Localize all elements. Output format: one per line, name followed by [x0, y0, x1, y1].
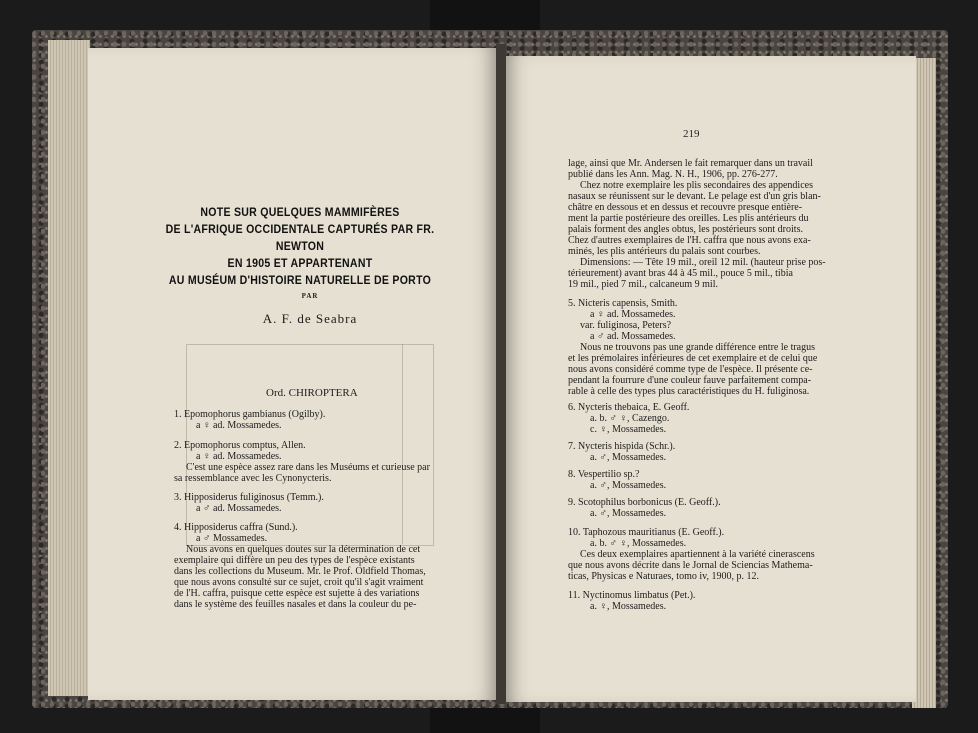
page-number: 219 [683, 128, 700, 140]
paragraph-line: Chez d'autres exemplaires de l'H. caffra que nous avons exa- [568, 235, 811, 246]
paragraph-line: que nous avons décrite dans le Jornal de Sciencias Mathema- [568, 560, 813, 571]
dimensions-line: 19 mil., pied 7 mil., calcaneum 9 mil. [568, 279, 718, 290]
paragraph-line: Nous ne trouvons pas une grande différence entre le tragus [580, 342, 816, 353]
entry-4-specimen: a ♂ Mossamedes. [196, 533, 268, 544]
entry-10-specimen: a. b. ♂ ♀, Mossamedes. [590, 538, 687, 549]
entry-11-specimen: a. ♀, Mossamedes. [590, 601, 667, 612]
entry-5-specimen: a ♂ ad. Mossamedes. [590, 331, 676, 342]
paragraph-line: lage, ainsi que Mr. Andersen le fait remarquer dans un travail [568, 158, 813, 169]
show-through-line [402, 344, 403, 544]
entry-7: 7. Nycteris hispida (Schr.). [568, 441, 676, 452]
entry-2-note: sa ressemblance avec les Cynonycteris. [174, 473, 332, 484]
entry-5-variety: var. fuliginosa, Peters? [580, 320, 672, 331]
paragraph-line: que nous avons consulté sur ce sujet, croit qu'il s'agit vraiment [174, 577, 424, 588]
title-line: DE L'AFRIQUE OCCIDENTALE CAPTURÉS PAR FR. NEWTON [165, 222, 435, 253]
paragraph-line: exemplaire qui diffère un peu des types de l'espèce existants [174, 555, 415, 566]
entry-1-specimen: a ♀ ad. Mossamedes. [196, 420, 282, 431]
section-heading: Ord. CHIROPTERA [266, 387, 358, 399]
paragraph-line: nasaux se réunissent sur le devant. Le pelage est d'un gris blan- [568, 191, 821, 202]
entry-6: 6. Nycteris thebaica, E. Geoff. [568, 402, 690, 413]
paragraph-line: publié dans les Ann. Mag. N. H., 1906, pp. 276-277. [568, 169, 778, 180]
entry-9: 9. Scotophilus borbonicus (E. Geoff.). [568, 497, 721, 508]
dimensions-line: térieurement) avant bras 44 à 45 mil., pouce 5 mil., tibia [568, 268, 793, 279]
entry-3: 3. Hipposiderus fuliginosus (Temm.). [174, 492, 324, 503]
title-line: AU MUSÉUM D'HISTOIRE NATURELLE DE PORTO [168, 273, 432, 287]
paragraph-line: de l'H. caffra, puisque cette espèce est sujette à des variations [174, 588, 420, 599]
paragraph-line: dans le système des feuilles nasales et dans la couleur du pe- [174, 599, 417, 610]
entry-3-specimen: a ♂ ad. Mossamedes. [196, 503, 282, 514]
page-edges-left [48, 40, 90, 696]
paragraph-line: Nous avons en quelques doutes sur la détermination de cet [186, 544, 421, 555]
entry-2-note: C'est une espèce assez rare dans les Muséums et curieuse par [186, 462, 430, 473]
entry-2: 2. Epomophorus comptus, Allen. [174, 440, 306, 451]
paragraph-line: dans les collections du Museum. Mr. le Prof. Oldfield Thomas, [174, 566, 426, 577]
article-title [142, 204, 459, 289]
dimensions-line: Dimensions: — Tête 19 mil., oreil 12 mil. (hauteur prise pos- [580, 257, 826, 268]
entry-5-specimen: a ♀ ad. Mossamedes. [590, 309, 676, 320]
entry-8: 8. Vespertilio sp.? [568, 469, 640, 480]
book-gutter [496, 44, 506, 704]
byline-par: PAR [301, 292, 319, 300]
entry-9-specimen: a. ♂, Mossamedes. [590, 508, 667, 519]
entry-7-specimen: a. ♂, Mossamedes. [590, 452, 667, 463]
paragraph-line: minés, les plis antérieurs du palais sont courbes. [568, 246, 761, 257]
paragraph-line: pendant la fourrure d'une couleur fauve parfaitement compa- [568, 375, 812, 386]
paragraph-line: Chez notre exemplaire les plis secondaires des appendices [580, 180, 813, 191]
entry-10: 10. Taphozous mauritianus (E. Geoff.). [568, 527, 725, 538]
entry-1: 1. Epomophorus gambianus (Ogilby). [174, 409, 326, 420]
paragraph-line: ment la partie postérieure des oreilles. Les plis antérieurs du [568, 213, 809, 224]
paragraph-line: Ces deux exemplaires apartiennent à la variété cinerascens [580, 549, 815, 560]
entry-11: 11. Nyctinomus limbatus (Pet.). [568, 590, 696, 601]
author-name: A. F. de Seabra [262, 311, 358, 326]
entry-4: 4. Hipposiderus caffra (Sund.). [174, 522, 298, 533]
entry-5: 5. Nicteris capensis, Smith. [568, 298, 678, 309]
title-line: EN 1905 ET APPARTENANT [227, 256, 373, 270]
paragraph-line: palais forment des angles obtus, les postérieurs sont droits. [568, 224, 803, 235]
entry-6-specimen: c. ♀, Mossamedes. [590, 424, 667, 435]
paragraph-line: nous avons considéré comme type de l'espèce. Il présente ce- [568, 364, 813, 375]
entry-2-specimen: a ♀ ad. Mossamedes. [196, 451, 282, 462]
paragraph-line: ticas, Physicas e Naturaes, tomo iv, 1900, p. 12. [568, 571, 759, 582]
paragraph-line: châtre en dessous et en dessus et recouvre presque entière- [568, 202, 803, 213]
paragraph-line: rable à celle des types plus caractéristiques du H. fuliginosa. [568, 386, 810, 397]
entry-8-specimen: a. ♂, Mossamedes. [590, 480, 667, 491]
title-line: NOTE SUR QUELQUES MAMMIFÈRES [200, 205, 400, 219]
paragraph-line: et les prémolaires inférieures de cet exemplaire et de celui que [568, 353, 818, 364]
entry-6-specimen: a. b. ♂ ♀, Cazengo. [590, 413, 670, 424]
